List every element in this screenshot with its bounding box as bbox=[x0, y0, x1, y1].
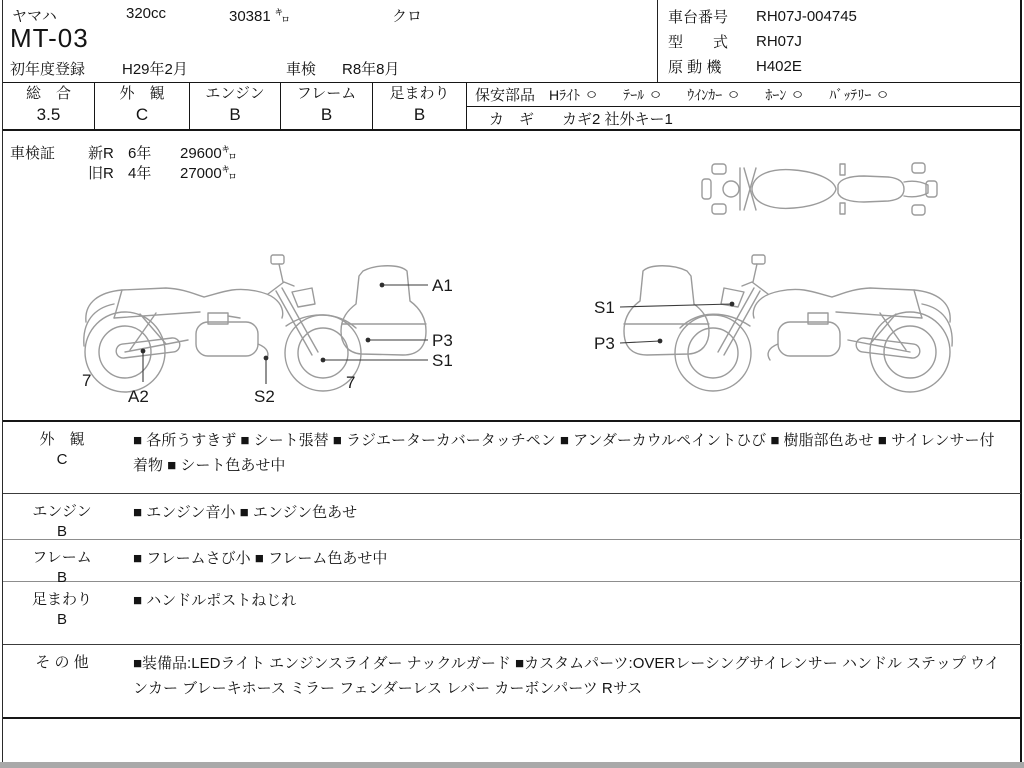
grade-table bbox=[3, 82, 1021, 131]
safety-item-battery bbox=[829, 85, 887, 105]
condition-grade: B bbox=[56, 569, 67, 586]
ok-circle: ○ bbox=[586, 86, 598, 103]
condition-label: そ の 他 bbox=[35, 654, 89, 671]
damage-label-p3: P3 bbox=[432, 331, 453, 350]
grade-value: C bbox=[135, 105, 149, 124]
cert-new-km: 29600㌔ bbox=[180, 145, 237, 162]
condition-row-exterior bbox=[3, 422, 1021, 494]
chassis-value: RH07J-004745 bbox=[756, 8, 857, 25]
engine-value: H402E bbox=[756, 58, 802, 75]
safety-parts-label: 保安部品 bbox=[475, 87, 536, 104]
condition-grade: C bbox=[56, 451, 68, 468]
ok-circle: ○ bbox=[650, 86, 662, 103]
motorcycle-top-view-diagram bbox=[700, 158, 940, 220]
grade-value: B bbox=[320, 105, 333, 124]
condition-grade: B bbox=[56, 611, 67, 628]
cert-new-tag: 新R bbox=[88, 145, 114, 162]
grade-cell-undercarriage bbox=[373, 83, 467, 129]
condition-row-undercarriage bbox=[3, 582, 1021, 645]
motorcycle-left-side-diagram bbox=[70, 252, 470, 408]
condition-table bbox=[3, 420, 1021, 764]
condition-notes: ■ ハンドルポストねじれ bbox=[133, 592, 297, 609]
grade-label: フレーム bbox=[296, 85, 357, 102]
grade-cell-frame bbox=[281, 83, 373, 129]
grade-cell-overall bbox=[3, 83, 95, 129]
chassis-label: 車台番号 bbox=[668, 9, 729, 26]
key-row bbox=[467, 107, 1021, 129]
shaken-cert-label: 車検証 bbox=[10, 145, 56, 162]
condition-label: 足まわり bbox=[31, 591, 92, 608]
shaken-value: R8年8月 bbox=[342, 61, 400, 78]
grade-value: B bbox=[413, 105, 426, 124]
grade-cell-engine bbox=[190, 83, 281, 129]
safety-item-name: ﾎｰﾝ bbox=[765, 86, 787, 103]
grade-value: B bbox=[229, 105, 241, 124]
damage-label-a2: A2 bbox=[128, 387, 149, 406]
ok-circle: ○ bbox=[877, 86, 889, 103]
grade-label: 外 観 bbox=[119, 85, 165, 102]
damage-label-a1: A1 bbox=[432, 276, 453, 295]
condition-label: エンジン bbox=[32, 503, 92, 520]
ok-circle: ○ bbox=[728, 86, 740, 103]
type-label: 型 式 bbox=[668, 34, 729, 51]
grade-label: エンジン bbox=[205, 85, 265, 102]
maker: ヤマハ bbox=[12, 8, 57, 25]
safety-item-headlight bbox=[549, 85, 596, 105]
condition-notes: ■装備品:LEDライト エンジンスライダー ナックルガード ■カスタムパーツ:OVERレーシングサイレンサー ハンドル ステップ ウインカー ブレーキホース ミラー フェンダーレス レバー カーボンパーツ Rサス bbox=[133, 655, 1000, 697]
shaken-cert-block bbox=[10, 142, 237, 182]
condition-label: 外 観 bbox=[39, 431, 85, 448]
safety-item-horn bbox=[765, 85, 802, 105]
displacement: 320cc bbox=[126, 5, 167, 22]
damage-label-7-rear: 7 bbox=[82, 371, 92, 390]
safety-item-name: ｳｲﾝｶｰ bbox=[687, 86, 723, 103]
model-name: MT-03 bbox=[10, 23, 89, 53]
key-value: カギ2 社外キー1 bbox=[562, 110, 673, 128]
grade-value: 3.5 bbox=[36, 105, 61, 124]
safety-item-name: Hﾗｲﾄ bbox=[549, 86, 581, 103]
shaken-label: 車検 bbox=[286, 61, 317, 78]
cert-old-year: 4年 bbox=[128, 165, 152, 182]
engine-label: 原 動 機 bbox=[668, 59, 722, 76]
safety-parts-cell bbox=[467, 83, 1021, 129]
safety-item-tail bbox=[623, 85, 660, 105]
grade-label: 足まわり bbox=[389, 85, 450, 102]
condition-row-other bbox=[3, 645, 1021, 719]
vehicle-color: クロ bbox=[392, 8, 423, 25]
damage-label-s2: S2 bbox=[254, 387, 275, 406]
cert-old-tag: 旧R bbox=[88, 165, 114, 182]
key-label: カ ギ bbox=[489, 110, 535, 128]
first-registration-value: H29年2月 bbox=[122, 61, 188, 78]
condition-notes: ■ エンジン音小 ■ エンジン色あせ bbox=[133, 504, 358, 521]
cert-old-km: 27000㌔ bbox=[180, 165, 237, 182]
odometer: 30381 ㌔ bbox=[229, 8, 290, 25]
condition-row-empty bbox=[3, 719, 1021, 764]
condition-notes: ■ フレームさび小 ■ フレーム色あせ中 bbox=[133, 550, 388, 567]
damage-label-s1: S1 bbox=[432, 351, 453, 370]
damage-label-p3: P3 bbox=[594, 334, 615, 353]
condition-row-frame bbox=[3, 540, 1021, 586]
safety-item-name: ﾊﾞｯﾃﾘｰ bbox=[829, 86, 872, 103]
grade-label: 総 合 bbox=[25, 85, 71, 102]
damage-label-s1: S1 bbox=[594, 298, 615, 317]
condition-row-engine bbox=[3, 494, 1021, 540]
condition-grade: B bbox=[56, 523, 67, 540]
motorcycle-right-side-diagram bbox=[580, 252, 980, 408]
safety-item-name: ﾃｰﾙ bbox=[623, 86, 645, 103]
safety-item-winker bbox=[687, 85, 738, 105]
condition-label: フレーム bbox=[32, 549, 92, 566]
grade-cell-exterior bbox=[95, 83, 190, 129]
safety-parts-row bbox=[467, 83, 1021, 107]
identity-block bbox=[657, 0, 1020, 82]
first-registration-label: 初年度登録 bbox=[10, 61, 86, 78]
ok-circle: ○ bbox=[792, 86, 804, 103]
type-value: RH07J bbox=[756, 33, 802, 50]
condition-notes: ■ 各所うすきず ■ シート張替 ■ ラジエーターカバータッチペン ■ アンダーカウルペイントひび ■ 樹脂部色あせ ■ サイレンサー付着物 ■ シート色あせ中 bbox=[133, 432, 995, 474]
damage-label-7-front: 7 bbox=[346, 373, 356, 392]
cert-new-year: 6年 bbox=[128, 145, 152, 162]
